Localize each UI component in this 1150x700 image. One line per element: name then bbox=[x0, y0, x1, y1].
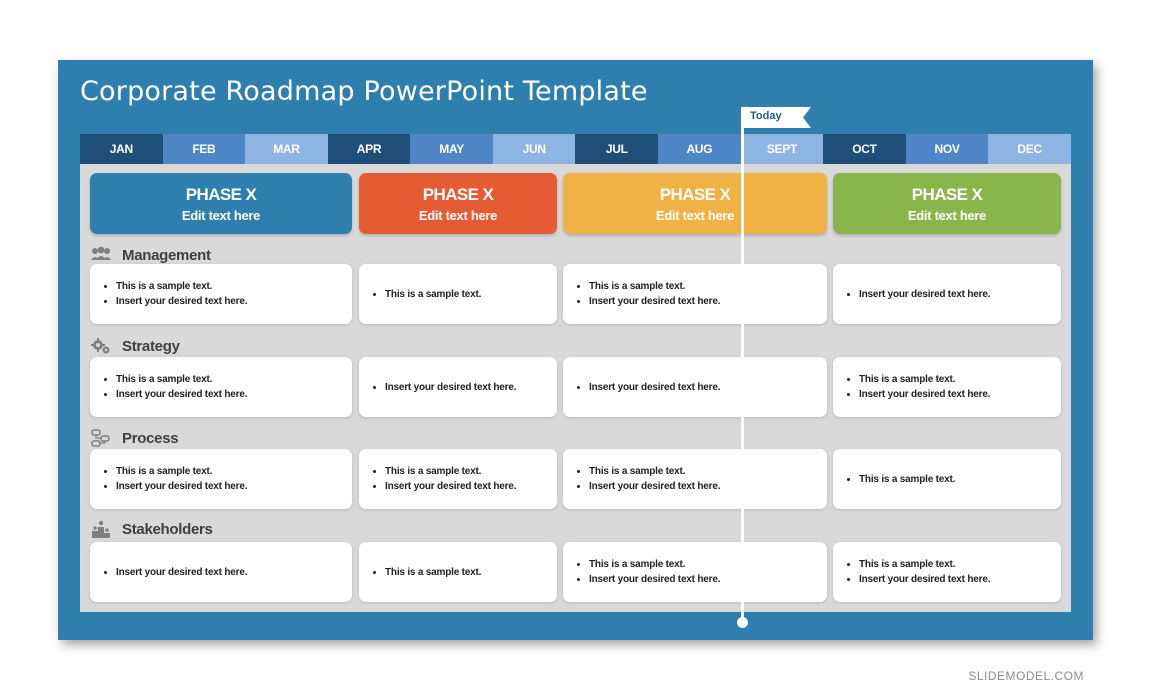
section-label: Process bbox=[122, 429, 179, 447]
bullet-list bbox=[359, 565, 481, 580]
phase-title: PHASE X bbox=[422, 184, 494, 204]
phase-header-3[interactable] bbox=[563, 173, 827, 234]
text-card[interactable] bbox=[833, 449, 1061, 509]
month-aug: AUG bbox=[658, 134, 741, 164]
bullet-item: • This is a sample text. bbox=[589, 464, 720, 479]
bullet-item: • Insert your desired text here. bbox=[589, 572, 720, 587]
people-icon bbox=[90, 246, 112, 264]
phase-header-4[interactable] bbox=[833, 173, 1061, 234]
bullet-list bbox=[359, 464, 516, 494]
bullet-list bbox=[563, 380, 720, 395]
section-management bbox=[90, 245, 211, 265]
section-label: Management bbox=[122, 246, 211, 264]
text-card[interactable] bbox=[90, 542, 352, 602]
month-dec: DEC bbox=[988, 134, 1071, 164]
month-apr: APR bbox=[328, 134, 411, 164]
bullet-list bbox=[833, 287, 990, 302]
slide bbox=[58, 60, 1093, 640]
text-card[interactable] bbox=[359, 357, 557, 417]
text-card[interactable] bbox=[833, 357, 1061, 417]
today-marker-line bbox=[741, 112, 744, 622]
bullet-item: • This is a sample text. bbox=[859, 372, 990, 387]
text-card[interactable] bbox=[359, 449, 557, 509]
today-marker-dot bbox=[737, 617, 748, 628]
bullet-item: • Insert your desired text here. bbox=[589, 479, 720, 494]
text-card[interactable] bbox=[563, 449, 827, 509]
month-feb: FEB bbox=[163, 134, 246, 164]
phase-subtitle: Edit text here bbox=[907, 207, 987, 223]
month-jan: JAN bbox=[80, 134, 163, 164]
bullet-list bbox=[833, 557, 990, 587]
bullet-item: • This is a sample text. bbox=[589, 279, 720, 294]
bullet-item: • This is a sample text. bbox=[859, 472, 955, 487]
bullet-list bbox=[90, 565, 247, 580]
bullet-list bbox=[359, 287, 481, 302]
bullet-item: • This is a sample text. bbox=[116, 279, 247, 294]
bullet-item: • This is a sample text. bbox=[385, 565, 481, 580]
phase-title: PHASE X bbox=[185, 184, 257, 204]
bullet-item: • This is a sample text. bbox=[859, 557, 990, 572]
text-card[interactable] bbox=[359, 264, 557, 324]
bullet-list bbox=[563, 464, 720, 494]
watermark: SLIDEMODEL.COM bbox=[968, 669, 1084, 683]
month-may: MAY bbox=[410, 134, 493, 164]
gears-icon bbox=[90, 337, 112, 355]
text-card[interactable] bbox=[833, 542, 1061, 602]
bullet-list bbox=[563, 557, 720, 587]
text-card[interactable] bbox=[833, 264, 1061, 324]
bullet-item: • Insert your desired text here. bbox=[589, 380, 720, 395]
section-strategy bbox=[90, 336, 180, 356]
bullet-item: • This is a sample text. bbox=[116, 464, 247, 479]
text-card[interactable] bbox=[90, 449, 352, 509]
month-header-row bbox=[80, 134, 1071, 164]
section-label: Strategy bbox=[122, 337, 180, 355]
bullet-item: • This is a sample text. bbox=[116, 372, 247, 387]
phase-subtitle: Edit text here bbox=[418, 207, 498, 223]
month-jun: JUN bbox=[493, 134, 576, 164]
month-sept: SEPT bbox=[741, 134, 824, 164]
section-stakeholders bbox=[90, 519, 213, 539]
month-jul: JUL bbox=[575, 134, 658, 164]
text-card[interactable] bbox=[563, 542, 827, 602]
bullet-item: • Insert your desired text here. bbox=[859, 387, 990, 402]
phase-subtitle: Edit text here bbox=[181, 207, 261, 223]
section-label: Stakeholders bbox=[122, 520, 213, 538]
month-mar: MAR bbox=[245, 134, 328, 164]
text-card[interactable] bbox=[90, 264, 352, 324]
today-flag bbox=[741, 107, 811, 128]
slide-title: Corporate Roadmap PowerPoint Template bbox=[80, 76, 648, 107]
podium-icon bbox=[90, 520, 112, 538]
bullet-list bbox=[90, 464, 247, 494]
today-label: Today bbox=[750, 110, 782, 122]
bullet-item: • Insert your desired text here. bbox=[385, 380, 516, 395]
text-card[interactable] bbox=[359, 542, 557, 602]
text-card[interactable] bbox=[90, 357, 352, 417]
text-card[interactable] bbox=[563, 357, 827, 417]
bullet-item: • This is a sample text. bbox=[385, 287, 481, 302]
phase-subtitle: Edit text here bbox=[655, 207, 735, 223]
bullet-item: • Insert your desired text here. bbox=[116, 294, 247, 309]
phase-header-1[interactable] bbox=[90, 173, 352, 234]
roadmap-panel bbox=[80, 164, 1071, 612]
bullet-list bbox=[563, 279, 720, 309]
month-oct: OCT bbox=[823, 134, 906, 164]
bullet-item: • This is a sample text. bbox=[589, 557, 720, 572]
phase-title: PHASE X bbox=[659, 184, 731, 204]
bullet-list bbox=[833, 372, 990, 402]
bullet-item: • Insert your desired text here. bbox=[859, 572, 990, 587]
flowchart-icon bbox=[90, 429, 112, 447]
bullet-item: • Insert your desired text here. bbox=[116, 565, 247, 580]
bullet-item: • Insert your desired text here. bbox=[116, 387, 247, 402]
bullet-item: • Insert your desired text here. bbox=[859, 287, 990, 302]
month-nov: NOV bbox=[906, 134, 989, 164]
bullet-list bbox=[90, 279, 247, 309]
bullet-list bbox=[833, 472, 955, 487]
bullet-list bbox=[359, 380, 516, 395]
bullet-item: • Insert your desired text here. bbox=[116, 479, 247, 494]
bullet-list bbox=[90, 372, 247, 402]
phase-header-2[interactable] bbox=[359, 173, 557, 234]
text-card[interactable] bbox=[563, 264, 827, 324]
phase-title: PHASE X bbox=[911, 184, 983, 204]
bullet-item: • This is a sample text. bbox=[385, 464, 516, 479]
section-process bbox=[90, 428, 178, 448]
bullet-item: • Insert your desired text here. bbox=[589, 294, 720, 309]
bullet-item: • Insert your desired text here. bbox=[385, 479, 516, 494]
